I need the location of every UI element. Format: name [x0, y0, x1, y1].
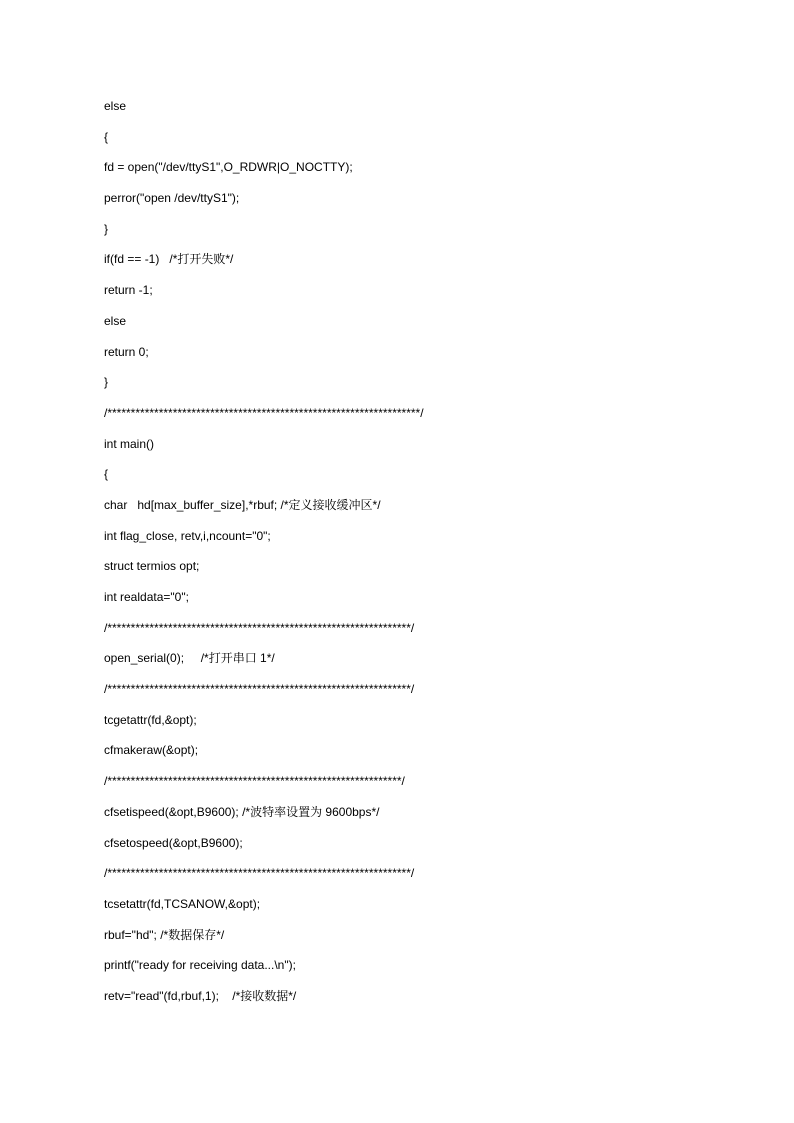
code-line: int flag_close, retv,i,ncount="0";: [104, 528, 271, 543]
code-line: struct termios opt;: [104, 559, 200, 574]
code-line: return -1;: [104, 283, 153, 298]
code-line: printf("ready for receiving data...\n");: [104, 958, 296, 973]
code-line: return 0;: [104, 344, 149, 359]
code-listing: [104, 96, 744, 1017]
code-line: cfmakeraw(&opt);: [104, 743, 199, 758]
separator-comment: /*******************************************************************/: [104, 405, 424, 420]
code-line: tcgetattr(fd,&opt);: [104, 712, 197, 727]
code-line: cfsetospeed(&opt,B9600);: [104, 835, 243, 850]
code-line: }: [104, 375, 109, 390]
code-line: {: [104, 129, 109, 144]
code-line: retv="read"(fd,rbuf,1); /*接收数据*/: [104, 988, 297, 1003]
code-line: open_serial(0); /*打开串口 1*/: [104, 651, 275, 666]
code-line: int main(): [104, 436, 155, 451]
code-line: tcsetattr(fd,TCSANOW,&opt);: [104, 896, 261, 911]
code-line: fd = open("/dev/ttyS1",O_RDWR|O_NOCTTY);: [104, 160, 353, 175]
code-line: if(fd == -1) /*打开失败*/: [104, 252, 234, 267]
separator-comment: /*****************************************************************/: [104, 866, 415, 881]
code-line: cfsetispeed(&opt,B9600); /*波特率设置为 9600bps*/: [104, 804, 380, 819]
code-line: else: [104, 313, 127, 328]
code-line: {: [104, 467, 109, 482]
code-line: rbuf="hd"; /*数据保存*/: [104, 927, 225, 942]
code-line: else: [104, 99, 127, 113]
separator-comment: /*****************************************************************/: [104, 682, 415, 697]
separator-comment: /***************************************************************/: [104, 774, 405, 789]
code-line: }: [104, 221, 109, 236]
code-line: int realdata="0";: [104, 590, 189, 604]
code-line: char hd[max_buffer_size],*rbuf; /*定义接收缓冲区*/: [104, 497, 381, 512]
code-line: perror("open /dev/ttyS1");: [104, 191, 240, 206]
separator-comment: /*****************************************************************/: [104, 620, 415, 635]
